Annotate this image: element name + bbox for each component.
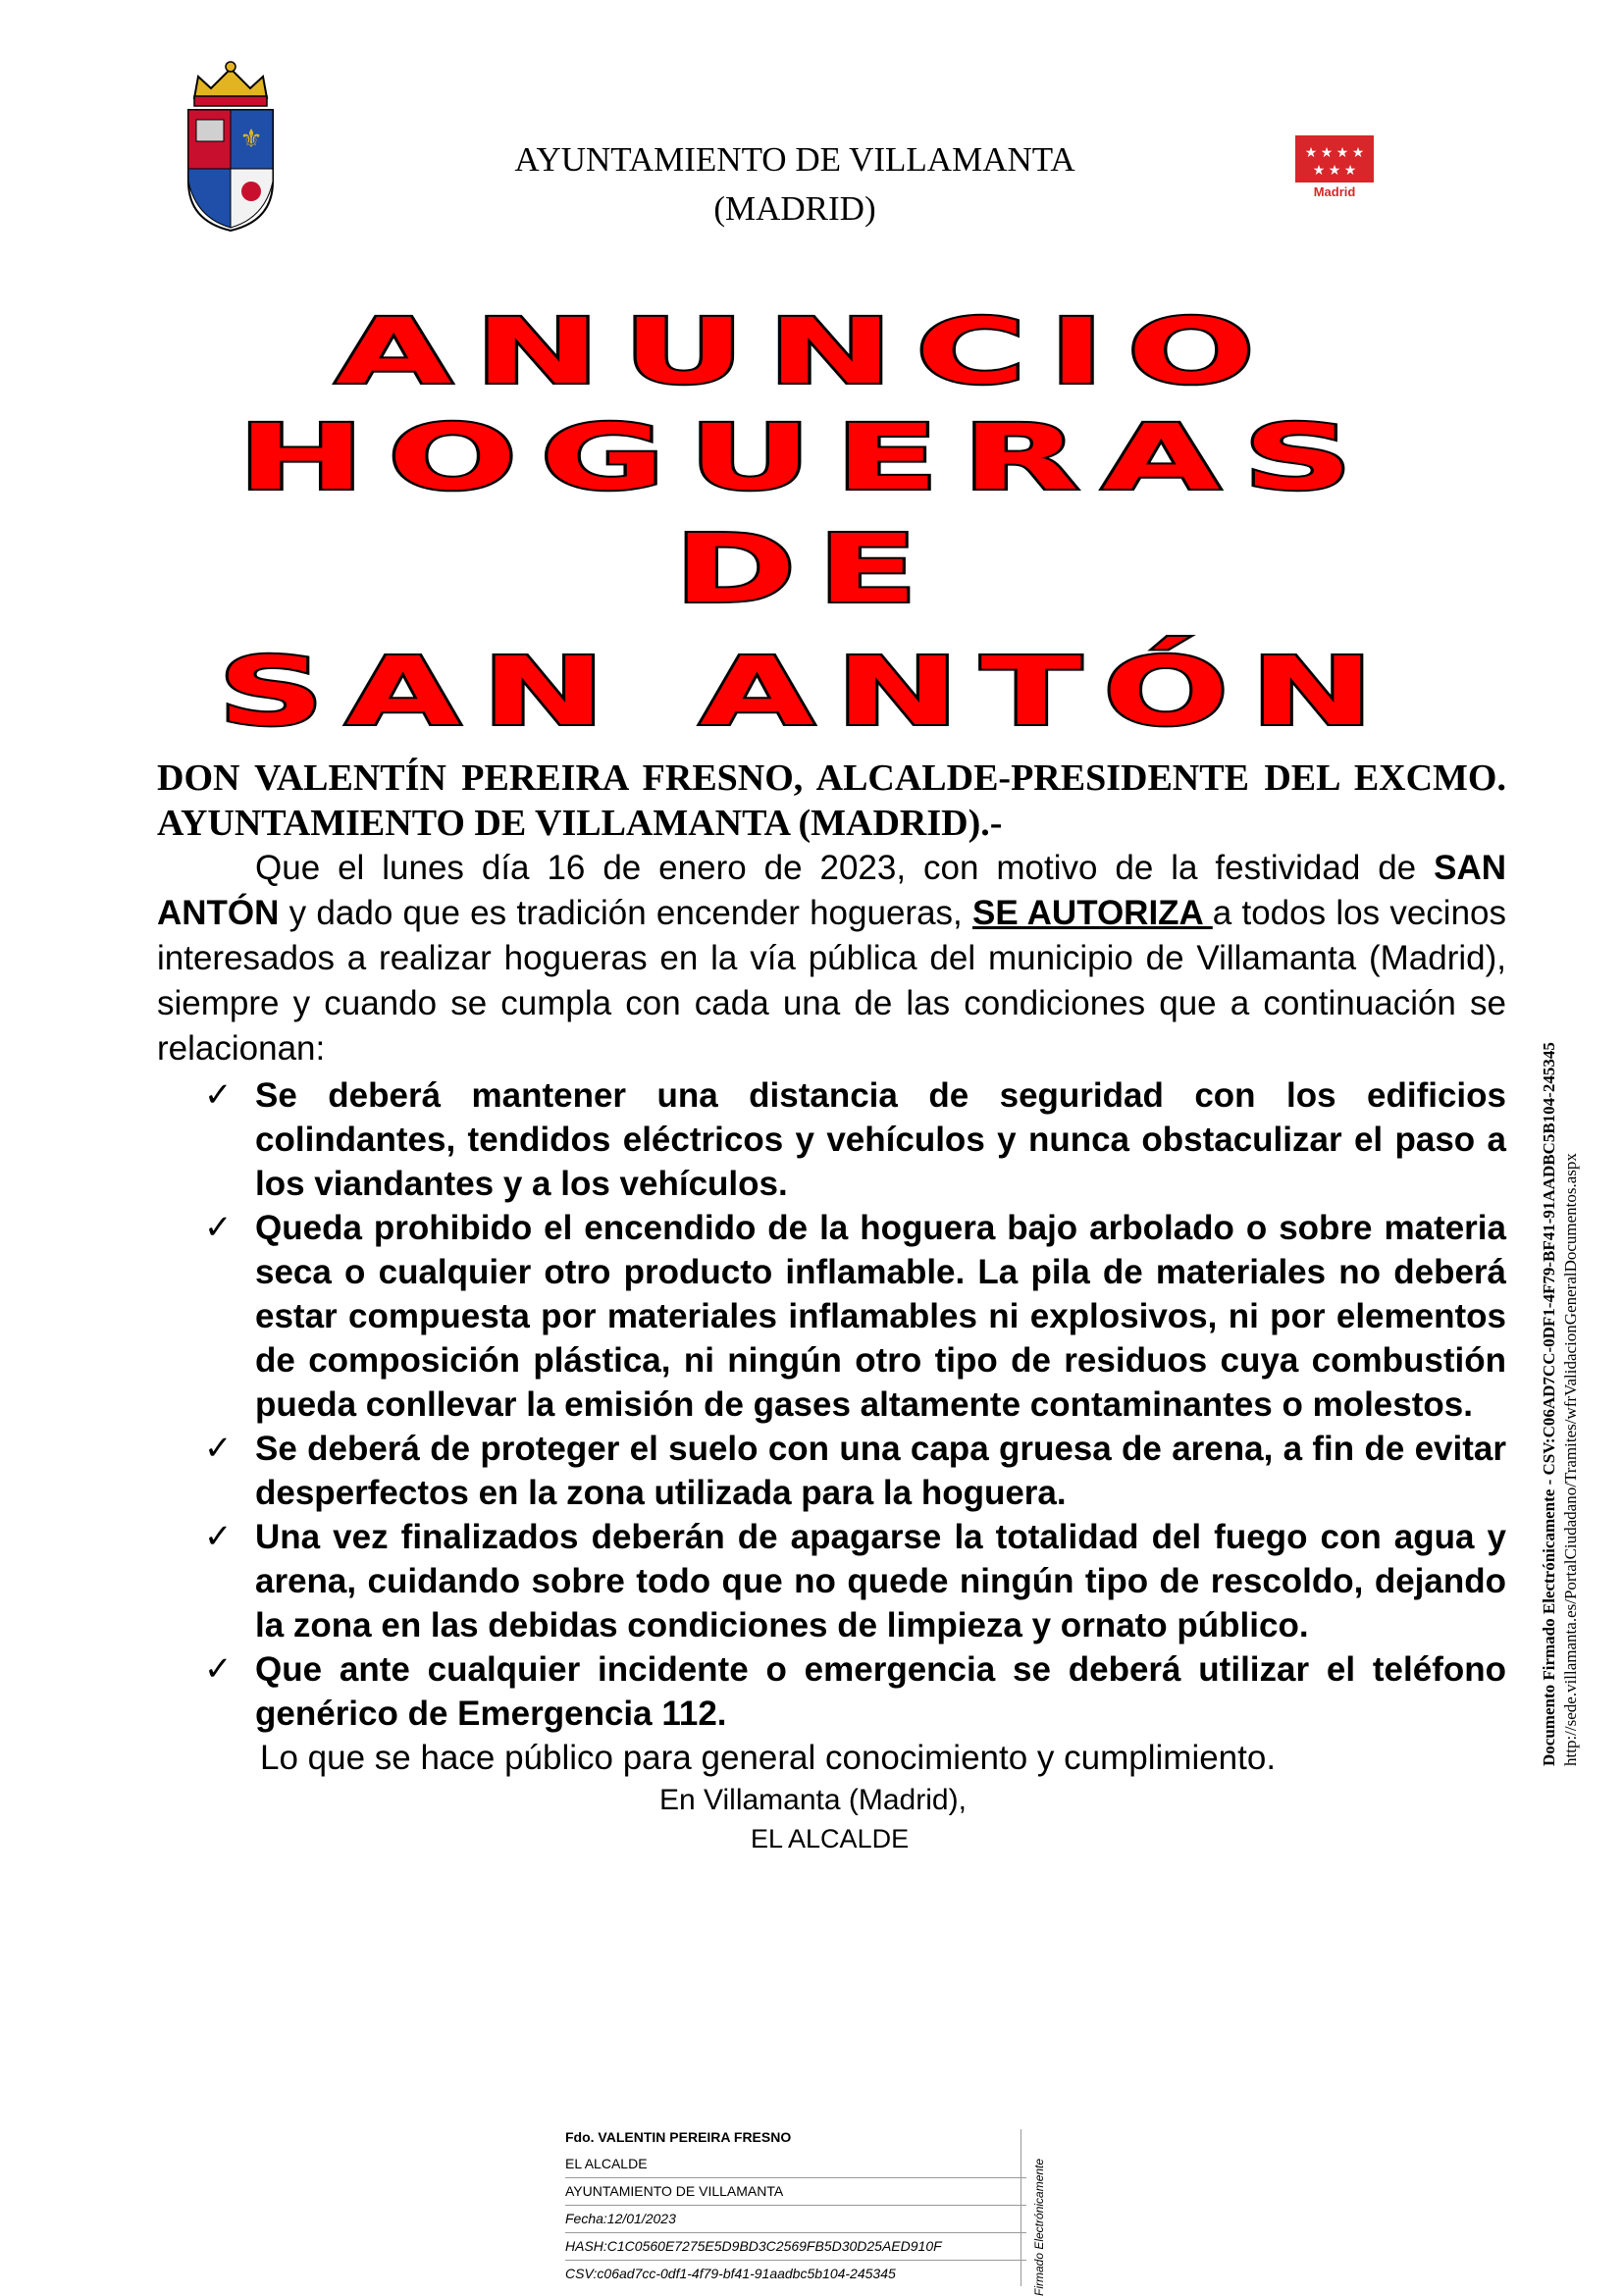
para-text-3: a todos los vecinos interesados a realizar hogueras en la vía pública del municipio de Villamanta (Madrid), siempre y cuando se cumpla con cada una de las condiciones que a continuación se relacionan: [157, 894, 1507, 1068]
title-line-anuncio: ANUNCIO [336, 312, 1278, 404]
title-line-de: DE [674, 514, 939, 624]
announcement-title [0, 312, 1623, 744]
svg-text:★: ★ [1351, 145, 1365, 161]
condition-item [157, 1427, 1506, 1515]
condition-text: Que ante cualquier incidente o emergencia se deberá utilizar el teléfono genérico de Emergencia 112. [255, 1650, 1506, 1733]
place-line: En Villamanta (Madrid), [659, 1784, 967, 1816]
header-title-line2: (MADRID) [713, 189, 876, 228]
signature-role: EL ALCALDE [565, 2151, 1026, 2178]
announcement-body [157, 756, 1506, 1857]
villamanta-coat-of-arms [177, 59, 285, 235]
condition-text: Queda prohibido el encendido de la hoguera bajo arbolado o sobre materia seca o cualquier otro producto inflamable. La pila de materiales no deberá estar compuesta por materiales inflamables ni explosivos, ni por elementos de composición plástica, ni ningún otro tipo de residuos cuya combustión pueda conllevar la emisión de gases altamente contaminantes o molestos. [255, 1209, 1506, 1424]
conditions-list [157, 1073, 1506, 1736]
check-icon: ✓ [204, 1518, 233, 1555]
svg-text:★: ★ [1312, 163, 1326, 179]
para-text-2: y dado que es tradición encender hogueras, [279, 894, 973, 932]
check-icon: ✓ [204, 1430, 233, 1467]
signature-side-label: Firmado Electrónicamente [1032, 2158, 1046, 2296]
announcement-paragraph [157, 846, 1506, 1071]
signature-org: AYUNTAMIENTO DE VILLAMANTA [565, 2178, 1026, 2206]
header-title-line1: AYUNTAMIENTO DE VILLAMANTA [514, 140, 1075, 179]
stamp-url-line[interactable]: http://sede.villamanta.es/PortalCiudadano/Tramites/wfrValidacionGeneralDocumentos.aspx [1561, 1153, 1580, 1766]
condition-text: Se deberá de proteger el suelo con una capa gruesa de arena, a fin de evitar desperfectos en la zona utilizada para la hoguera. [255, 1430, 1506, 1512]
madrid-logo-text: Madrid [1313, 184, 1356, 199]
svg-text:★: ★ [1320, 145, 1334, 161]
svg-text:★: ★ [1335, 145, 1349, 161]
check-icon: ✓ [204, 1209, 233, 1246]
signature-hash: HASH:C1C0560E7275E5D9BD3C2569FB5D30D25AED910F [565, 2233, 1026, 2261]
para-saint-name: SAN ANTÓN [157, 849, 1506, 932]
comunidad-de-madrid-logo [1295, 135, 1374, 204]
header-title [432, 135, 1158, 234]
svg-text:★: ★ [1304, 145, 1318, 161]
para-se-autoriza: SE AUTORIZA [972, 894, 1213, 932]
condition-item [157, 1647, 1506, 1736]
svg-text:⚜: ⚜ [239, 125, 263, 154]
condition-item [157, 1073, 1506, 1206]
signature-name: Fdo. VALENTIN PEREIRA FRESNO [565, 2129, 792, 2145]
signature-block [565, 2124, 1026, 2287]
stamp-csv-line: Documento Firmado Electrónicamente - CSV:C06AD7CC-0DF1-4F79-BF41-91AADBC5B104-245345 [1540, 1042, 1558, 1766]
electronic-signature-stamp [1539, 883, 1582, 1766]
svg-text:★: ★ [1343, 163, 1357, 179]
condition-item [157, 1206, 1506, 1427]
para-text-1: Que el lunes día 16 de enero de 2023, con motivo de la festividad de [255, 849, 1435, 887]
condition-item [157, 1515, 1506, 1647]
madrid-flag-icon [1295, 135, 1374, 183]
title-line-hogueras: HOGUERAS [237, 405, 1376, 510]
check-icon: ✓ [204, 1076, 233, 1114]
mayor-heading: DON VALENTÍN PEREIRA FRESNO, ALCALDE-PRESIDENTE DEL EXCMO. AYUNTAMIENTO DE VILLAMANTA (MADRID).- [157, 757, 1506, 844]
title-line-san-anton: SAN ANTÓN [218, 637, 969, 744]
condition-text: Se deberá mantener una distancia de seguridad con los edificios colindantes, tendidos eléctricos y vehículos y nunca obstaculizar el paso a los viandantes y a los vehículos. [255, 1076, 1506, 1203]
closing-sentence: Lo que se hace público para general conocimiento y cumplimiento. [260, 1739, 1277, 1777]
signer-title: EL ALCALDE [751, 1824, 910, 1853]
condition-text: Una vez finalizados deberán de apagarse la totalidad del fuego con agua y arena, cuidando sobre todo que no quede ningún tipo de rescoldo, dejando la zona en las debidas condiciones de limpieza y ornato público. [255, 1518, 1506, 1644]
signature-csv: CSV:c06ad7cc-0df1-4f79-bf41-91aadbc5b104-245345 [565, 2266, 896, 2281]
svg-text:★: ★ [1328, 163, 1341, 179]
signature-date: Fecha:12/01/2023 [565, 2206, 1026, 2233]
check-icon: ✓ [204, 1650, 233, 1688]
